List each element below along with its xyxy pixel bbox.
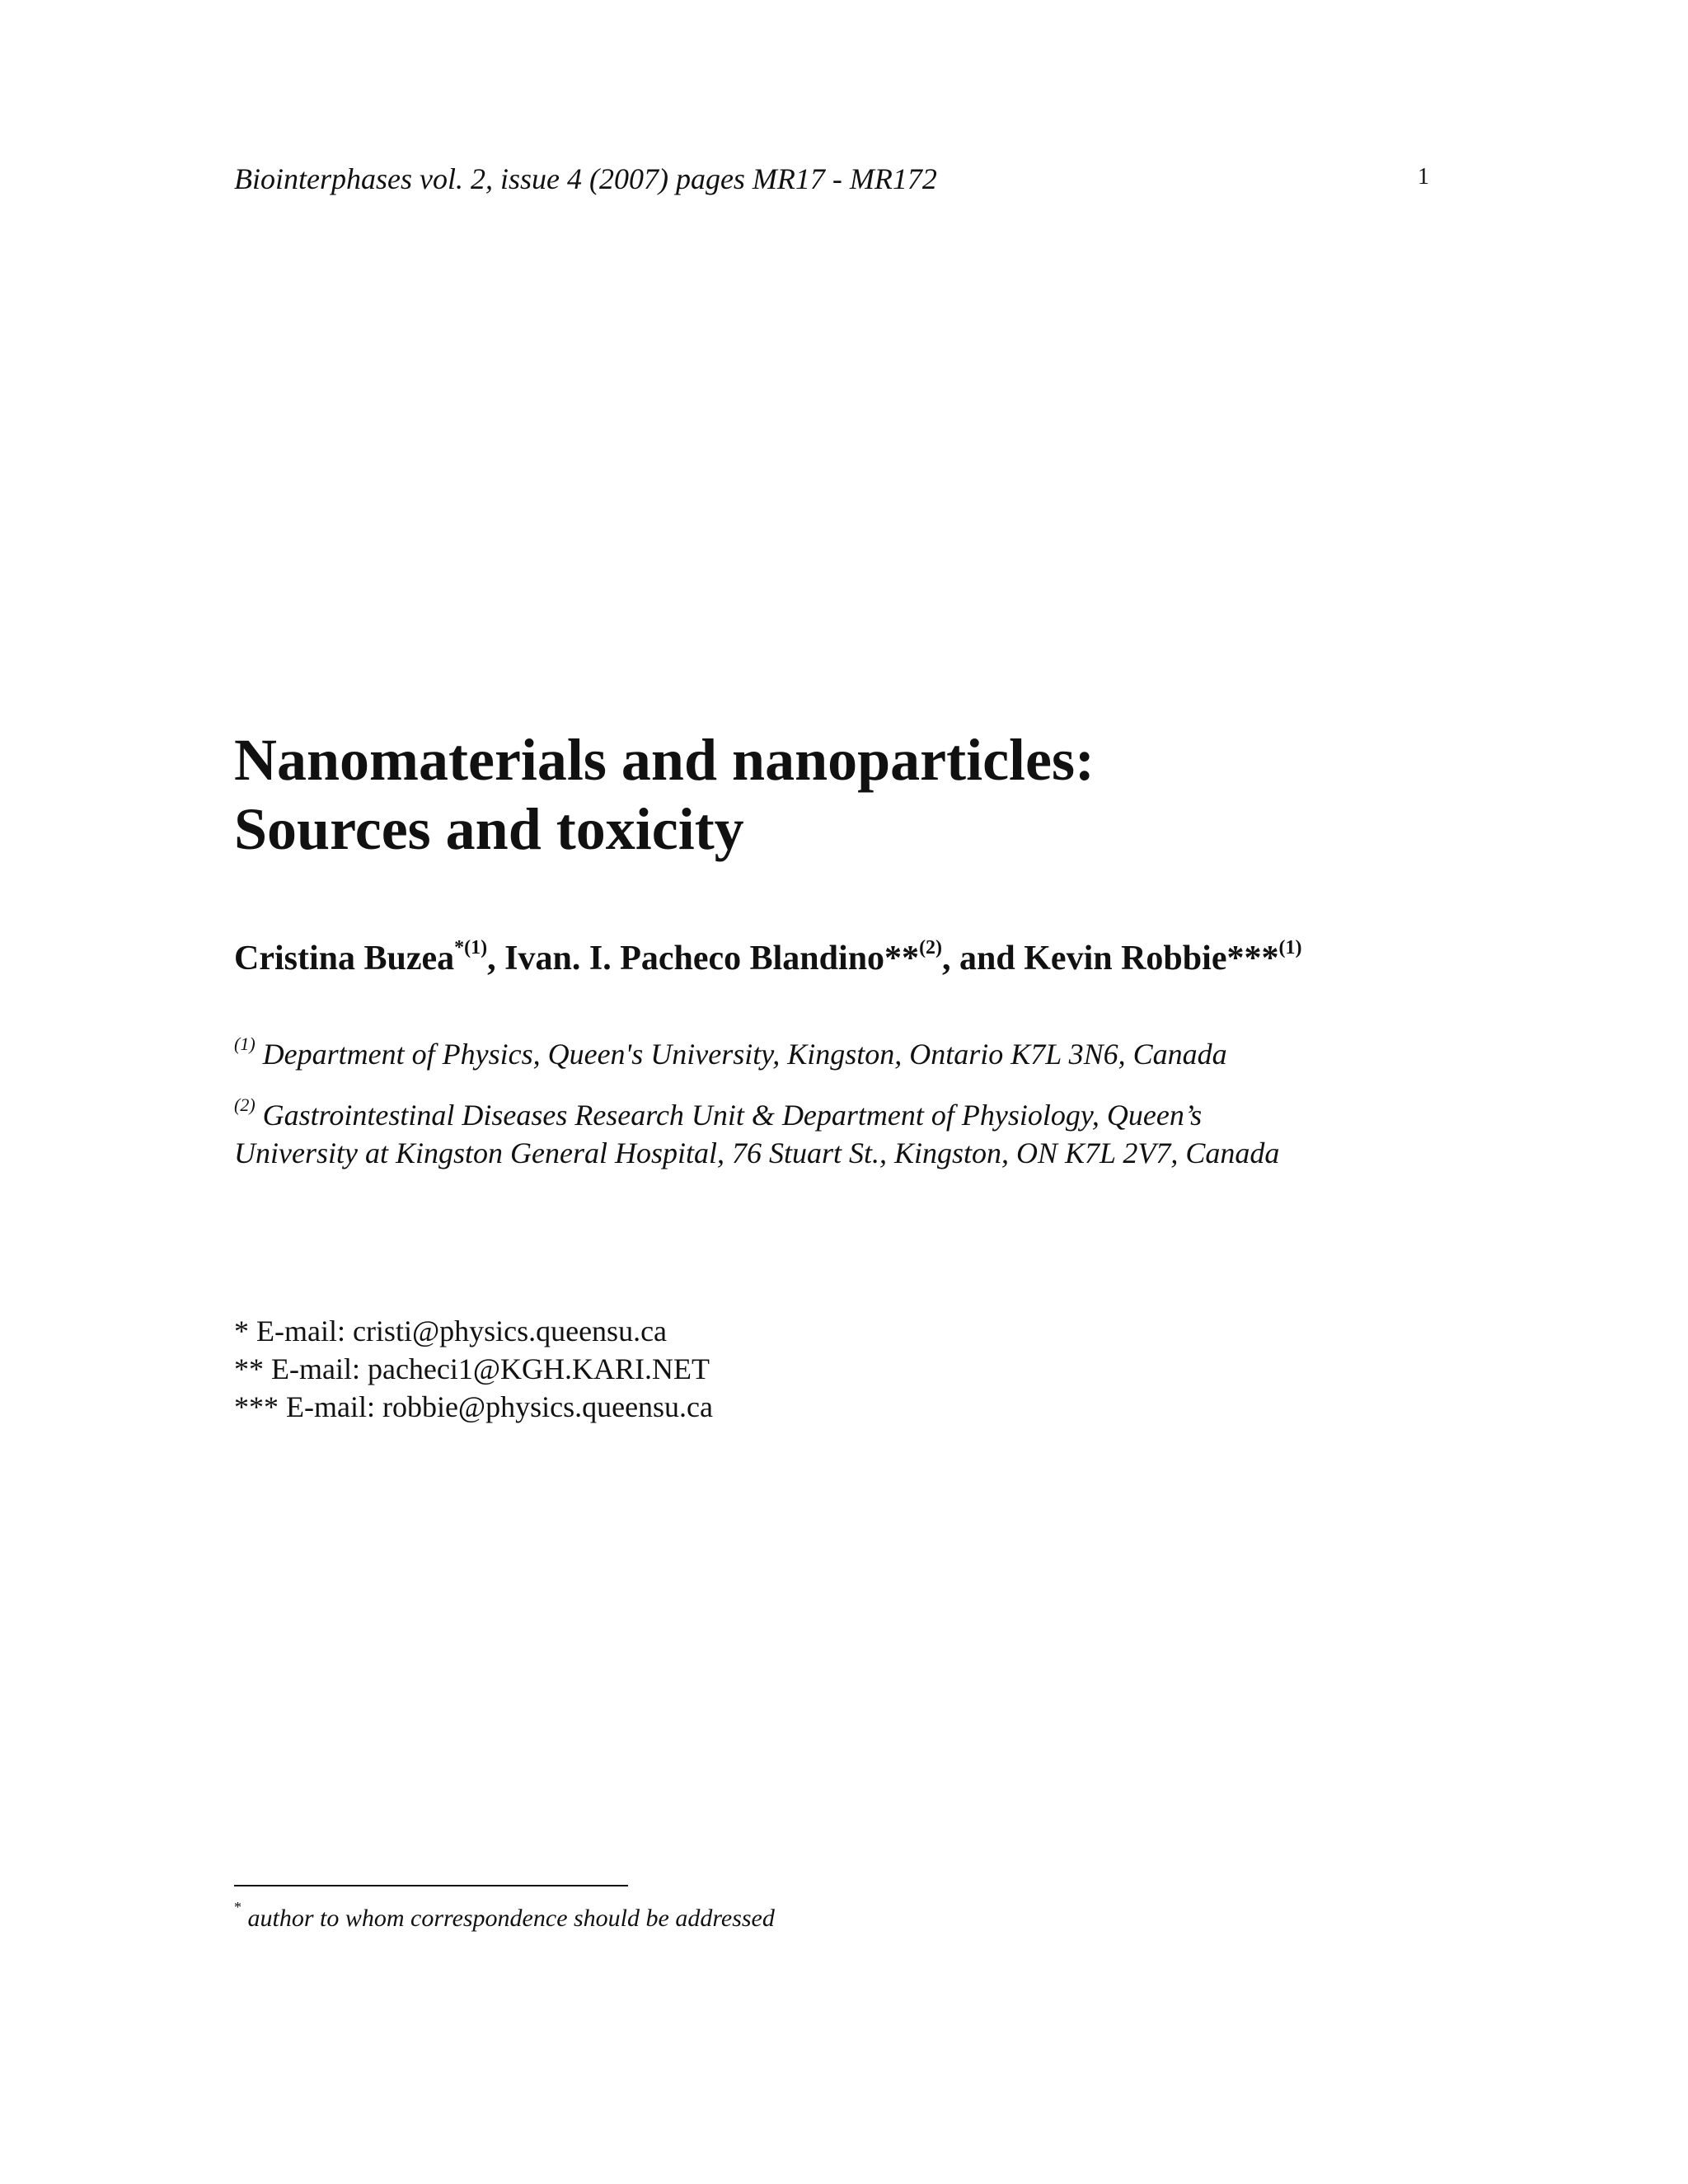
journal-citation-header: Biointerphases vol. 2, issue 4 (2007) pages MR17 - MR172 xyxy=(234,162,937,195)
footnote-mark: * xyxy=(234,1899,241,1915)
affiliation-1 xyxy=(234,1035,1227,1073)
author-affiliation-mark: (2) xyxy=(919,937,943,958)
affiliation-2 xyxy=(234,1096,1279,1172)
affiliation-mark: (2) xyxy=(234,1094,256,1115)
author-separator: , and xyxy=(942,940,1025,977)
author-separator: , xyxy=(487,940,505,977)
affiliation-line xyxy=(234,1096,1279,1134)
paper-title xyxy=(234,725,1095,864)
affiliation-text: Department of Physics, Queen's University, Kingston, Ontario K7L 3N6, Canada xyxy=(262,1038,1227,1071)
affiliation-line: University at Kingston General Hospital, 76 Stuart St., Kingston, ON K7L 2V7, Canada xyxy=(234,1137,1280,1169)
email-list xyxy=(234,1312,713,1426)
author-name: Cristina Buzea xyxy=(234,940,455,977)
email-line: ** E-mail: pacheci1@KGH.KARI.NET xyxy=(234,1352,710,1385)
footnote-divider xyxy=(234,1885,628,1886)
author-list xyxy=(234,938,1301,979)
page-number: 1 xyxy=(1418,164,1429,190)
affiliation-mark: (1) xyxy=(234,1033,256,1054)
footnote-text: author to whom correspondence should be addressed xyxy=(247,1905,775,1932)
title-line-1: Nanomaterials and nanoparticles: xyxy=(234,727,1095,793)
affiliation-text: Gastrointestinal Diseases Research Unit & Department of Physiology, Queen’s xyxy=(262,1099,1203,1132)
email-line: * E-mail: cristi@physics.queensu.ca xyxy=(234,1315,668,1347)
author-affiliation-mark: *(1) xyxy=(454,937,488,958)
footnote xyxy=(234,1899,775,1933)
email-line: *** E-mail: robbie@physics.queensu.ca xyxy=(234,1390,714,1423)
author-name: Ivan. I. Pacheco Blandino** xyxy=(504,940,920,977)
title-line-2: Sources and toxicity xyxy=(234,796,744,862)
author-name: Kevin Robbie*** xyxy=(1024,940,1279,977)
author-affiliation-mark: (1) xyxy=(1278,937,1302,958)
